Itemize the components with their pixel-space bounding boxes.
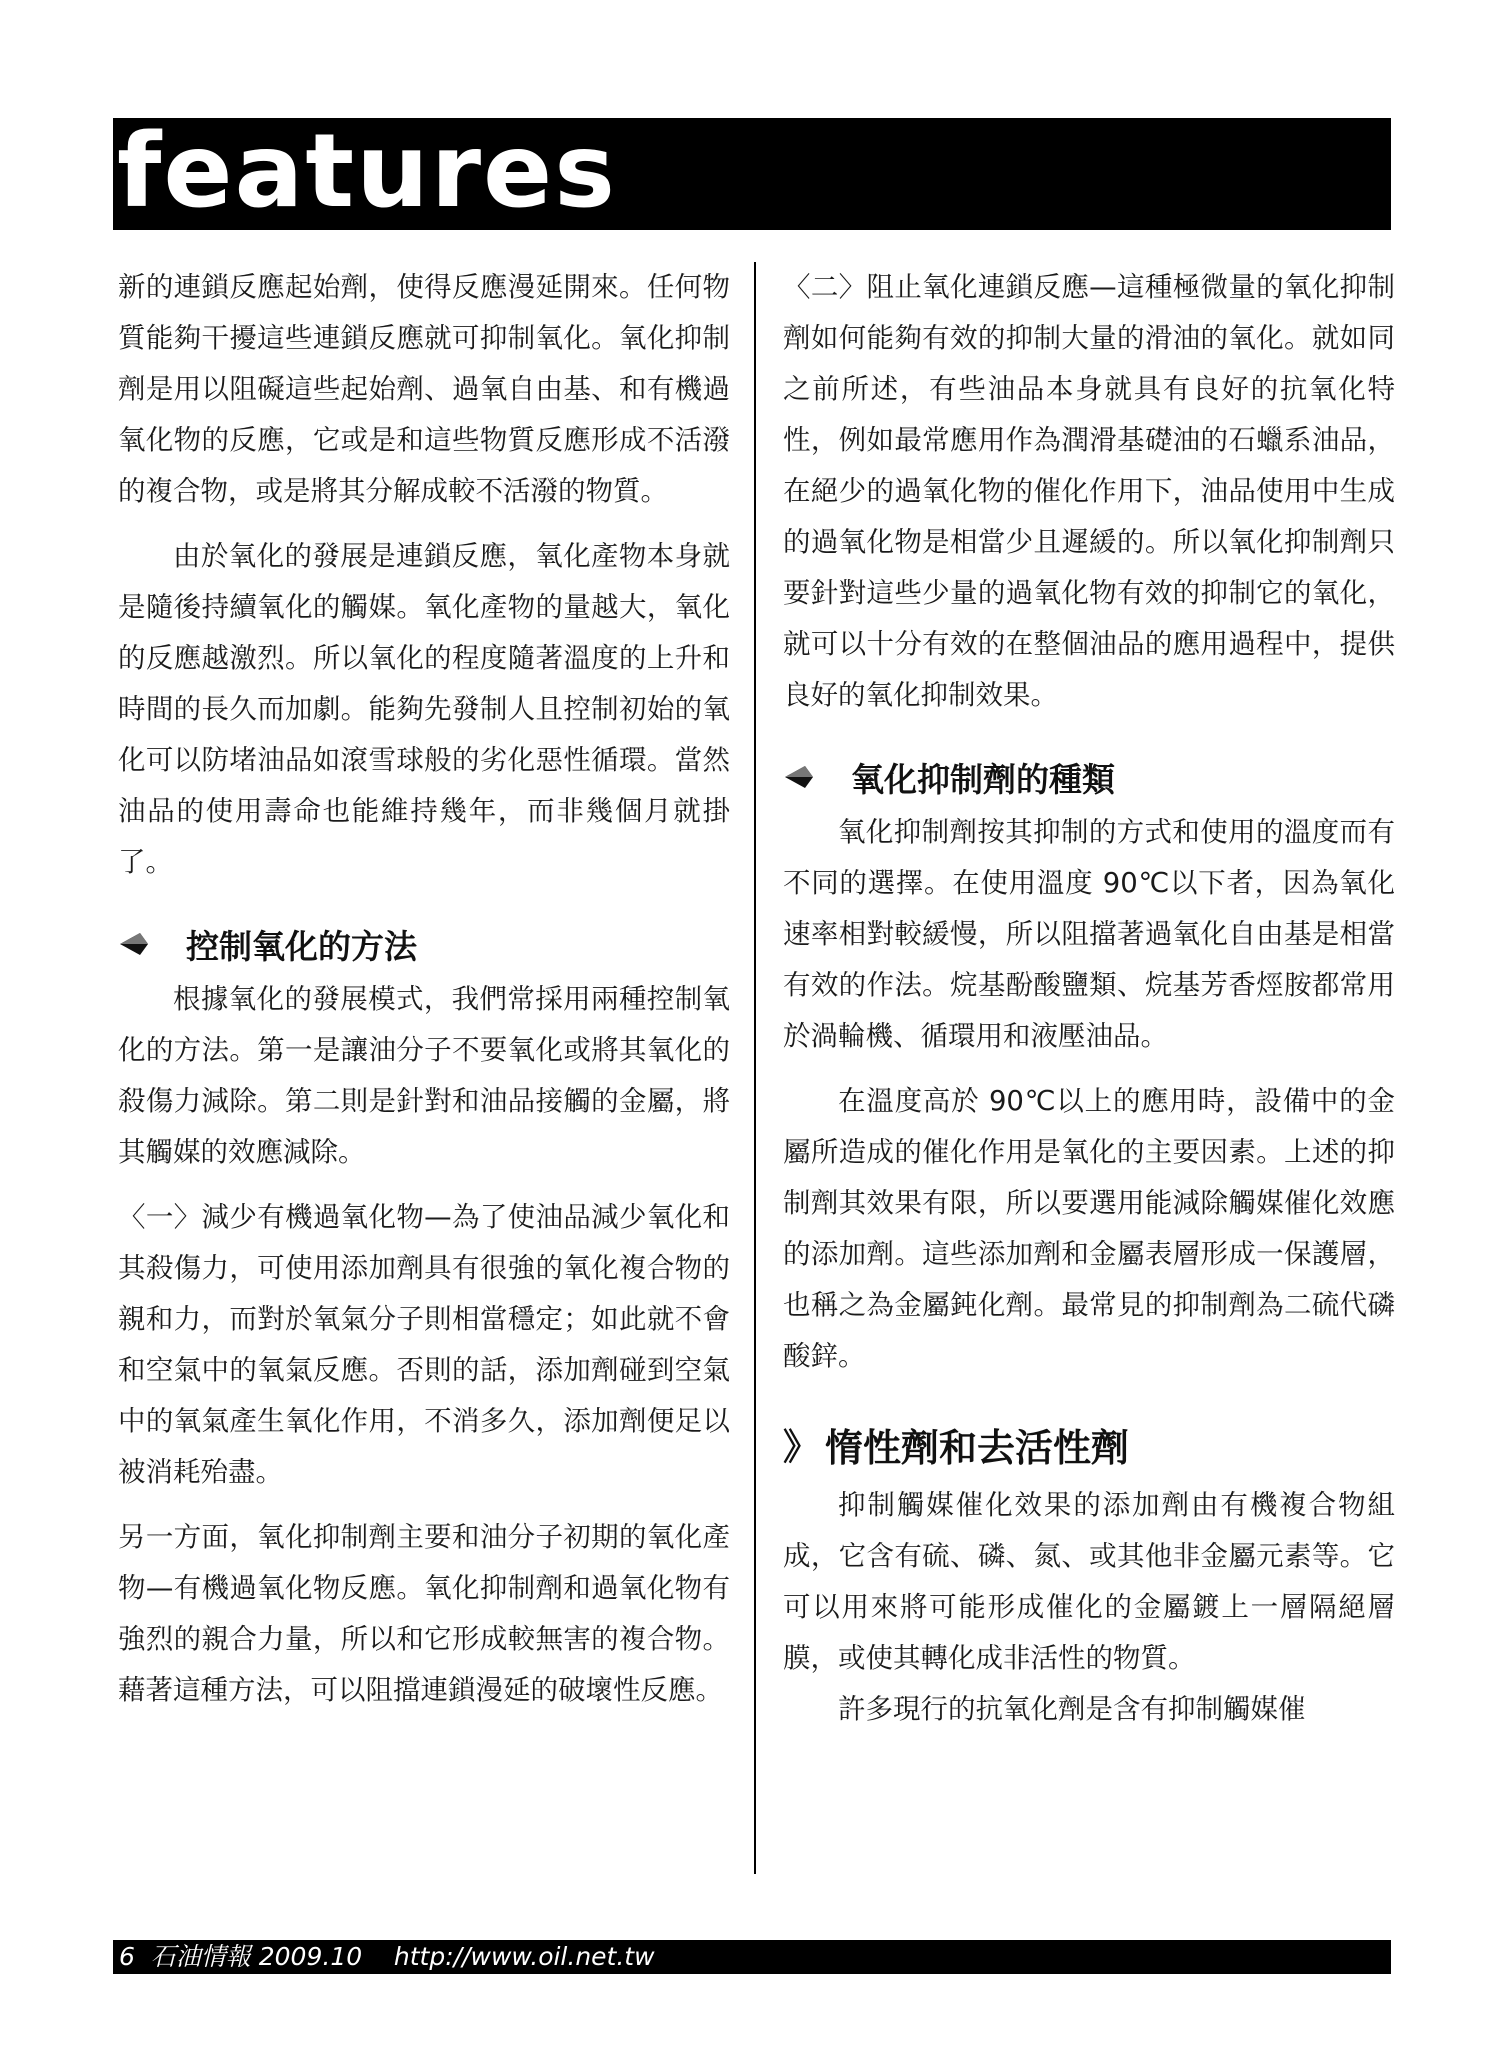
section-heading [118, 914, 730, 974]
paragraph: 〈二〉阻止氧化連鎖反應—這種極微量的氧化抑制劑如何能夠有效的抑制大量的滑油的氧化。就如同之前所述，有些油品本身就具有良好的抗氧化特性，例如最常應用作為潤滑基礎油的石蠟系油品，在絕少的過氧化物的催化作用下，油品使用中生成的過氧化物是相當少且遲緩的。所以氧化抑制劑只要針對這些少量的過氧化物有效的抑制它的氧化，就可以十分有效的在整個油品的應用過程中，提供良好的氧化抑制效果。 [783, 271, 1395, 711]
arrow-bullet-icon [783, 763, 815, 791]
section-heading [783, 747, 1395, 807]
heading-text: 氧化抑制劑的種類 [851, 759, 1115, 799]
heading-text: 控制氧化的方法 [186, 926, 417, 966]
section-mark: 》 [783, 1426, 820, 1468]
section-title-text: 惰性劑和去活性劑 [825, 1425, 1130, 1470]
paragraph: 由於氧化的發展是連鎖反應，氧化產物本身就是隨後持續氧化的觸媒。氧化產物的量越大，氧化的反應越激烈。所以氧化的程度隨著溫度的上升和時間的長久而加劇。能夠先發制人且控制初始的氧化可以防堵油品如滾雪球般的劣化惡性循環。當然油品的使用壽命也能維持幾年，而非幾個月就掛了。 [118, 540, 730, 878]
paragraph: 根據氧化的發展模式，我們常採用兩種控制氧化的方法。第一是讓油分子不要氧化或將其氧化的殺傷力減除。第二則是針對和油品接觸的金屬，將其觸媒的效應減除。 [118, 983, 730, 1168]
footer-text: 6 石油情報 2009.10 http://www.oil.net.tw [119, 1942, 655, 1971]
arrow-bullet-icon [118, 930, 150, 958]
paragraph: 〈一〉減少有機過氧化物—為了使油品減少氧化和其殺傷力，可使用添加劑具有很強的氧化複合物的親和力，而對於氧氣分子則相當穩定；如此就不會和空氣中的氧氣反應。否則的話，添加劑碰到空氣中的氧氣產生氧化作用，不消多久，添加劑便足以被消耗殆盡。 [118, 1201, 730, 1488]
paragraph: 氧化抑制劑按其抑制的方式和使用的溫度而有不同的選擇。在使用溫度 90℃以下者，因為氧化速率相對較緩慢，所以阻擋著過氧化自由基是相當有效的作法。烷基酚酸鹽類、烷基芳香烴胺都常用於渦輪機、循環用和液壓油品。 [783, 816, 1395, 1052]
right-column [783, 262, 1395, 1735]
features-banner [113, 112, 1391, 231]
section-title [783, 1408, 1395, 1480]
page-title: features [117, 112, 617, 231]
paragraph: 另一方面，氧化抑制劑主要和油分子初期的氧化產物—有機過氧化物反應。氧化抑制劑和過氧化物有強烈的親合力量，所以和它形成較無害的複合物。藉著這種方法，可以阻擋連鎖漫延的破壞性反應。 [118, 1521, 730, 1706]
paragraph: 抑制觸媒催化效果的添加劑由有機複合物組成，它含有硫、磷、氮、或其他非金屬元素等。它可以用來將可能形成催化的金屬鍍上一層隔絕層膜，或使其轉化成非活性的物質。 [783, 1489, 1395, 1674]
footer-bar [113, 1940, 1391, 1974]
left-column [118, 262, 730, 1716]
paragraph: 許多現行的抗氧化劑是含有抑制觸媒催 [838, 1693, 1306, 1725]
paragraph: 在溫度高於 90℃以上的應用時，設備中的金屬所造成的催化作用是氧化的主要因素。上述的抑制劑其效果有限，所以要選用能減除觸媒催化效應的添加劑。這些添加劑和金屬表層形成一保護層，也稱之為金屬鈍化劑。最常見的抑制劑為二硫代磷酸鋅。 [783, 1085, 1395, 1372]
column-divider [754, 262, 756, 1874]
paragraph: 新的連鎖反應起始劑，使得反應漫延開來。任何物質能夠干擾這些連鎖反應就可抑制氧化。氧化抑制劑是用以阻礙這些起始劑、過氧自由基、和有機過氧化物的反應，它或是和這些物質反應形成不活潑的複合物，或是將其分解成較不活潑的物質。 [118, 271, 730, 507]
